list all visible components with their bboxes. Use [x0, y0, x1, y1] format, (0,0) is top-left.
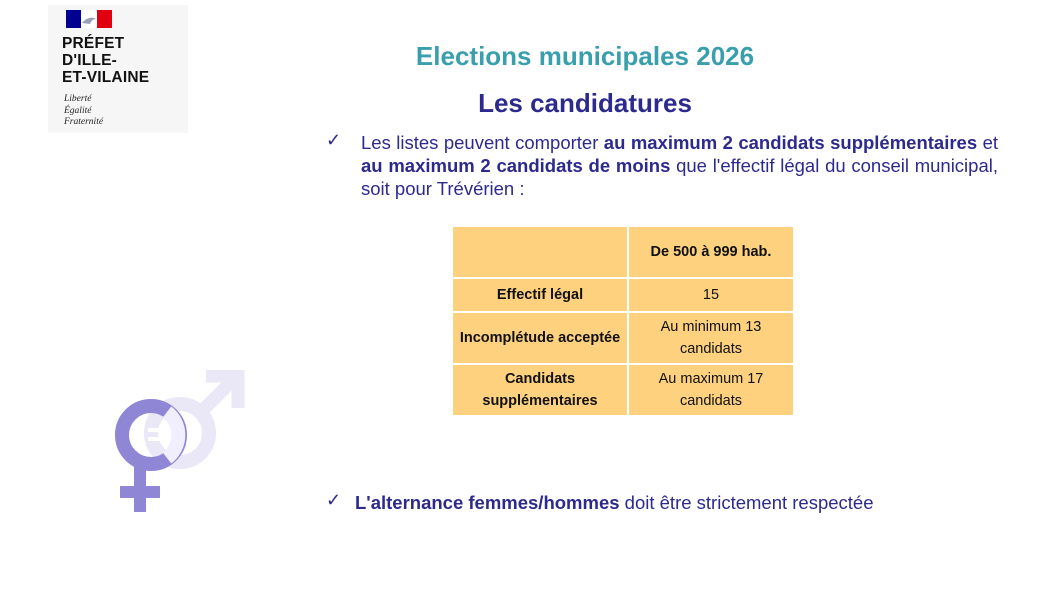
motto-line: Égalité [64, 105, 92, 116]
text-span: doit être strictement respectée [619, 492, 874, 513]
checkmark-icon: ✓ [326, 130, 342, 150]
table-header-cell: De 500 à 999 hab. [628, 226, 794, 278]
slide-subtitle: Les candidatures [478, 88, 692, 118]
slide-title: Elections municipales 2026 [415, 41, 755, 71]
row-label: Incomplétude acceptée [452, 312, 628, 364]
prefecture-name-line: ET-VILAINE [62, 69, 150, 86]
checkmark-icon: ✓ [326, 490, 342, 510]
table-row [452, 278, 794, 312]
row-label: Effectif légal [452, 278, 628, 312]
row-value: 15 [628, 278, 794, 312]
text-span: que l'effectif légal du conseil municipal, soit pour Trévérien : [361, 155, 998, 199]
gender-alternation-text [355, 491, 874, 514]
table-header-cell [452, 226, 628, 278]
prefecture-name-line: PRÉFET [62, 35, 125, 52]
marianne-flag-icon [66, 10, 112, 28]
motto-line: Liberté [64, 94, 92, 104]
bold-text-span: au maximum 2 candidats supplémentaires [603, 132, 978, 153]
prefecture-name [62, 35, 149, 86]
bold-text-span: au maximum 2 candidats de moins [361, 155, 671, 176]
row-label: Candidats supplémentaires [452, 364, 628, 416]
prefecture-name-line: D'ILLE- [62, 52, 118, 69]
republic-motto [64, 94, 103, 129]
gender-equality-icon [96, 370, 246, 520]
table-row [452, 364, 794, 416]
row-value: Au maximum 17 candidats [628, 364, 794, 416]
text-span: et [977, 132, 998, 153]
table-header-row [452, 226, 794, 278]
bold-text-span: L'alternance femmes/hommes [355, 492, 620, 513]
table-row [452, 312, 794, 364]
text-span: Les listes peuvent comporter [361, 132, 604, 153]
prefecture-logo [48, 5, 188, 133]
candidates-table [451, 225, 795, 417]
candidates-rule-text [361, 131, 998, 200]
equals-sign-icon [148, 428, 168, 432]
motto-line: Fraternité [64, 117, 104, 127]
row-value: Au minimum 13 candidats [628, 312, 794, 364]
male-symbol-icon [151, 376, 238, 462]
